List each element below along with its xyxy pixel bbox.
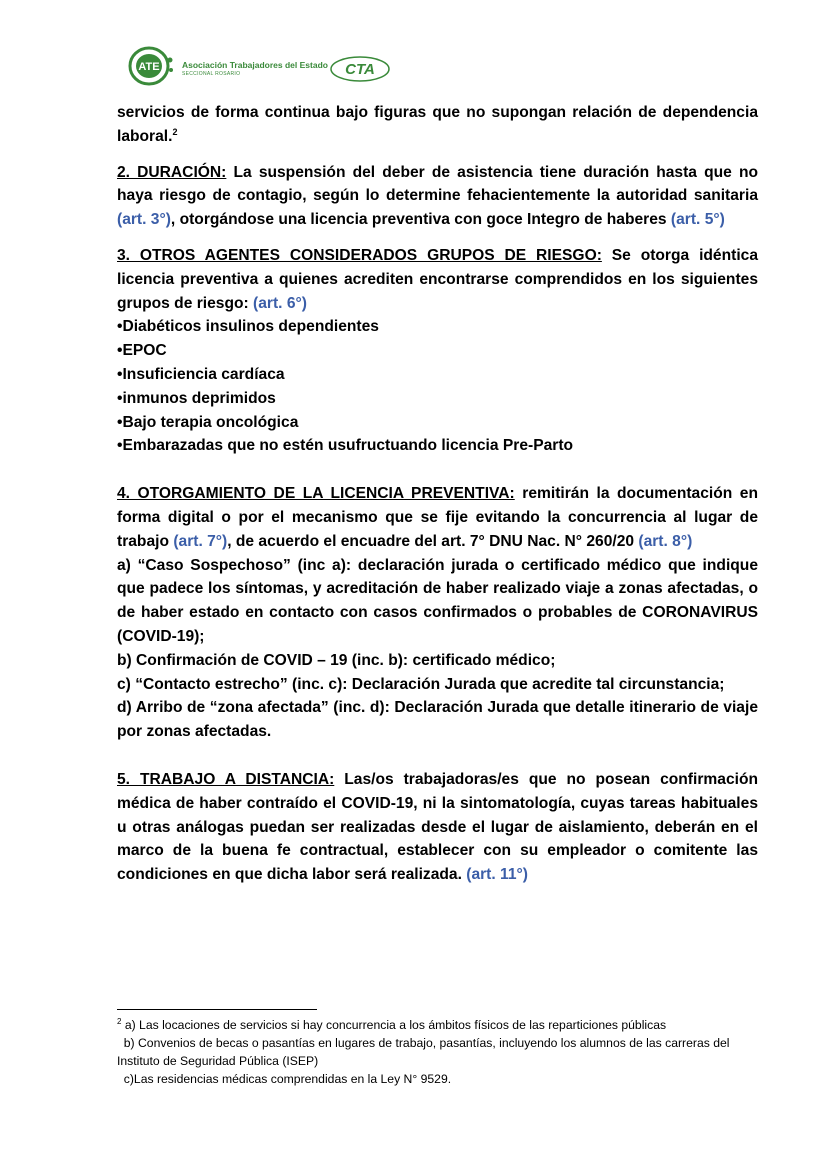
- list-item: •Insuficiencia cardíaca: [117, 365, 285, 383]
- svg-text:ATE: ATE: [138, 61, 160, 73]
- org-block: [182, 60, 328, 77]
- section-trabajo-distancia: 5. TRABAJO A DISTANCIA: Las/os trabajadoras/es que no posean confirmación médica de haber contraído el COVID-19, ni la sintomatología, cuyas tareas habituales u otras análogas puedan ser realizadas desde el lugar de aislamiento, deberán en el marco de la buena fe contractual, establecer con su empleador o comitente las condiciones en que dicha labor será realizada. (art. 11°): [117, 770, 758, 884]
- intro-paragraph: servicios de forma continua bajo figuras que no supongan relación de dependencia laboral.$^2$: [117, 104, 758, 145]
- section-heading: 5. TRABAJO A DISTANCIA:: [117, 770, 335, 788]
- article-ref: (art. 3°): [117, 211, 171, 229]
- list-item: •EPOC: [117, 342, 167, 360]
- article-ref: (art. 8°): [638, 532, 693, 550]
- article-ref: (art. 7°): [173, 532, 228, 550]
- list-item: •Bajo terapia oncológica: [117, 413, 299, 431]
- clause-c: c) “Contacto estrecho” (inc. c): Declaración Jurada que acredite tal circunstancia;: [117, 675, 725, 693]
- section-heading: 2. DURACIÓN:: [117, 163, 227, 181]
- footnote-line-b: b) Convenios de becas o pasantías en lugares de trabajo, pasantías, incluyendo los alumnos de las carreras del Instituto de Seguridad Pública (ISEP): [117, 1036, 733, 1068]
- section-heading: 3. OTROS AGENTES CONSIDERADOS GRUPOS DE RIESGO:: [117, 246, 602, 264]
- footnote-divider: [117, 1009, 317, 1010]
- clause-d: d) Arribo de “zona afectada” (inc. d): Declaración Jurada que detalle itinerario de viaje por zonas afectadas.: [117, 699, 758, 741]
- section-heading: 4. OTORGAMIENTO DE LA LICENCIA PREVENTIVA:: [117, 485, 515, 503]
- section-duracion: 2. DURACIÓN: La suspensión del deber de asistencia tiene duración hasta que no haya riesgo de contagio, según lo determine fehacientemente la autoridad sanitaria (art. 3°), otorgándose una licencia preventiva con goce Integro de haberes (art. 5°): [117, 163, 758, 229]
- risk-group-list: [117, 315, 758, 458]
- article-ref: (art. 11°): [466, 866, 528, 884]
- svg-text:CTA: CTA: [345, 61, 375, 78]
- page-header: [128, 46, 608, 90]
- org-subtitle: SECCIONAL ROSARIO: [182, 71, 241, 77]
- list-item: •Diabéticos insulinos dependientes: [117, 318, 379, 336]
- clause-b: b) Confirmación de COVID – 19 (inc. b): certificado médico;: [117, 651, 556, 669]
- cta-logo-icon: [330, 54, 394, 84]
- article-ref: (art. 5°): [670, 211, 725, 229]
- article-ref: (art. 6°): [253, 294, 307, 312]
- section-grupos-riesgo: 3. OTROS AGENTES CONSIDERADOS GRUPOS DE RIESGO: Se otorga idéntica licencia preventiva a quienes acrediten encontrarse comprendidos en los siguientes grupos de riesgo: (art. 6°): [117, 246, 758, 312]
- footnote-ref: 2: [172, 126, 178, 137]
- footnote-line-a: $^2$ a) Las locaciones de servicios si hay concurrencia a los ámbitos físicos de las reparticiones públicas: [117, 1016, 667, 1032]
- org-name: Asociación Trabajadores del Estado: [182, 60, 328, 70]
- list-item: •Embarazadas que no estén usufructuando licencia Pre-Parto: [117, 437, 574, 455]
- ate-logo-icon: [128, 46, 174, 86]
- clause-a: a) “Caso Sospechoso” (inc a): declaración jurada o certificado médico que indique que padece los síntomas, y acreditación de haber realizado viaje a zonas afectadas, o de haber estado en contacto con casos confirmados o probables de CORONAVIRUS (COVID-19);: [117, 556, 758, 645]
- footnote-line-c: c)Las residencias médicas comprendidas en la Ley N° 9529.: [117, 1072, 452, 1086]
- list-item: •inmunos deprimidos: [117, 389, 276, 407]
- document-body: [117, 101, 758, 887]
- footnotes: [117, 1016, 757, 1088]
- section-otorgamiento: 4. OTORGAMIENTO DE LA LICENCIA PREVENTIVA: remitirán la documentación en forma digital o por el mecanismo que se fije evitando la concurrencia al lugar de trabajo (art. 7°), de acuerdo el encuadre del art. 7° DNU Nac. N° 260/20 (art. 8°): [117, 485, 758, 550]
